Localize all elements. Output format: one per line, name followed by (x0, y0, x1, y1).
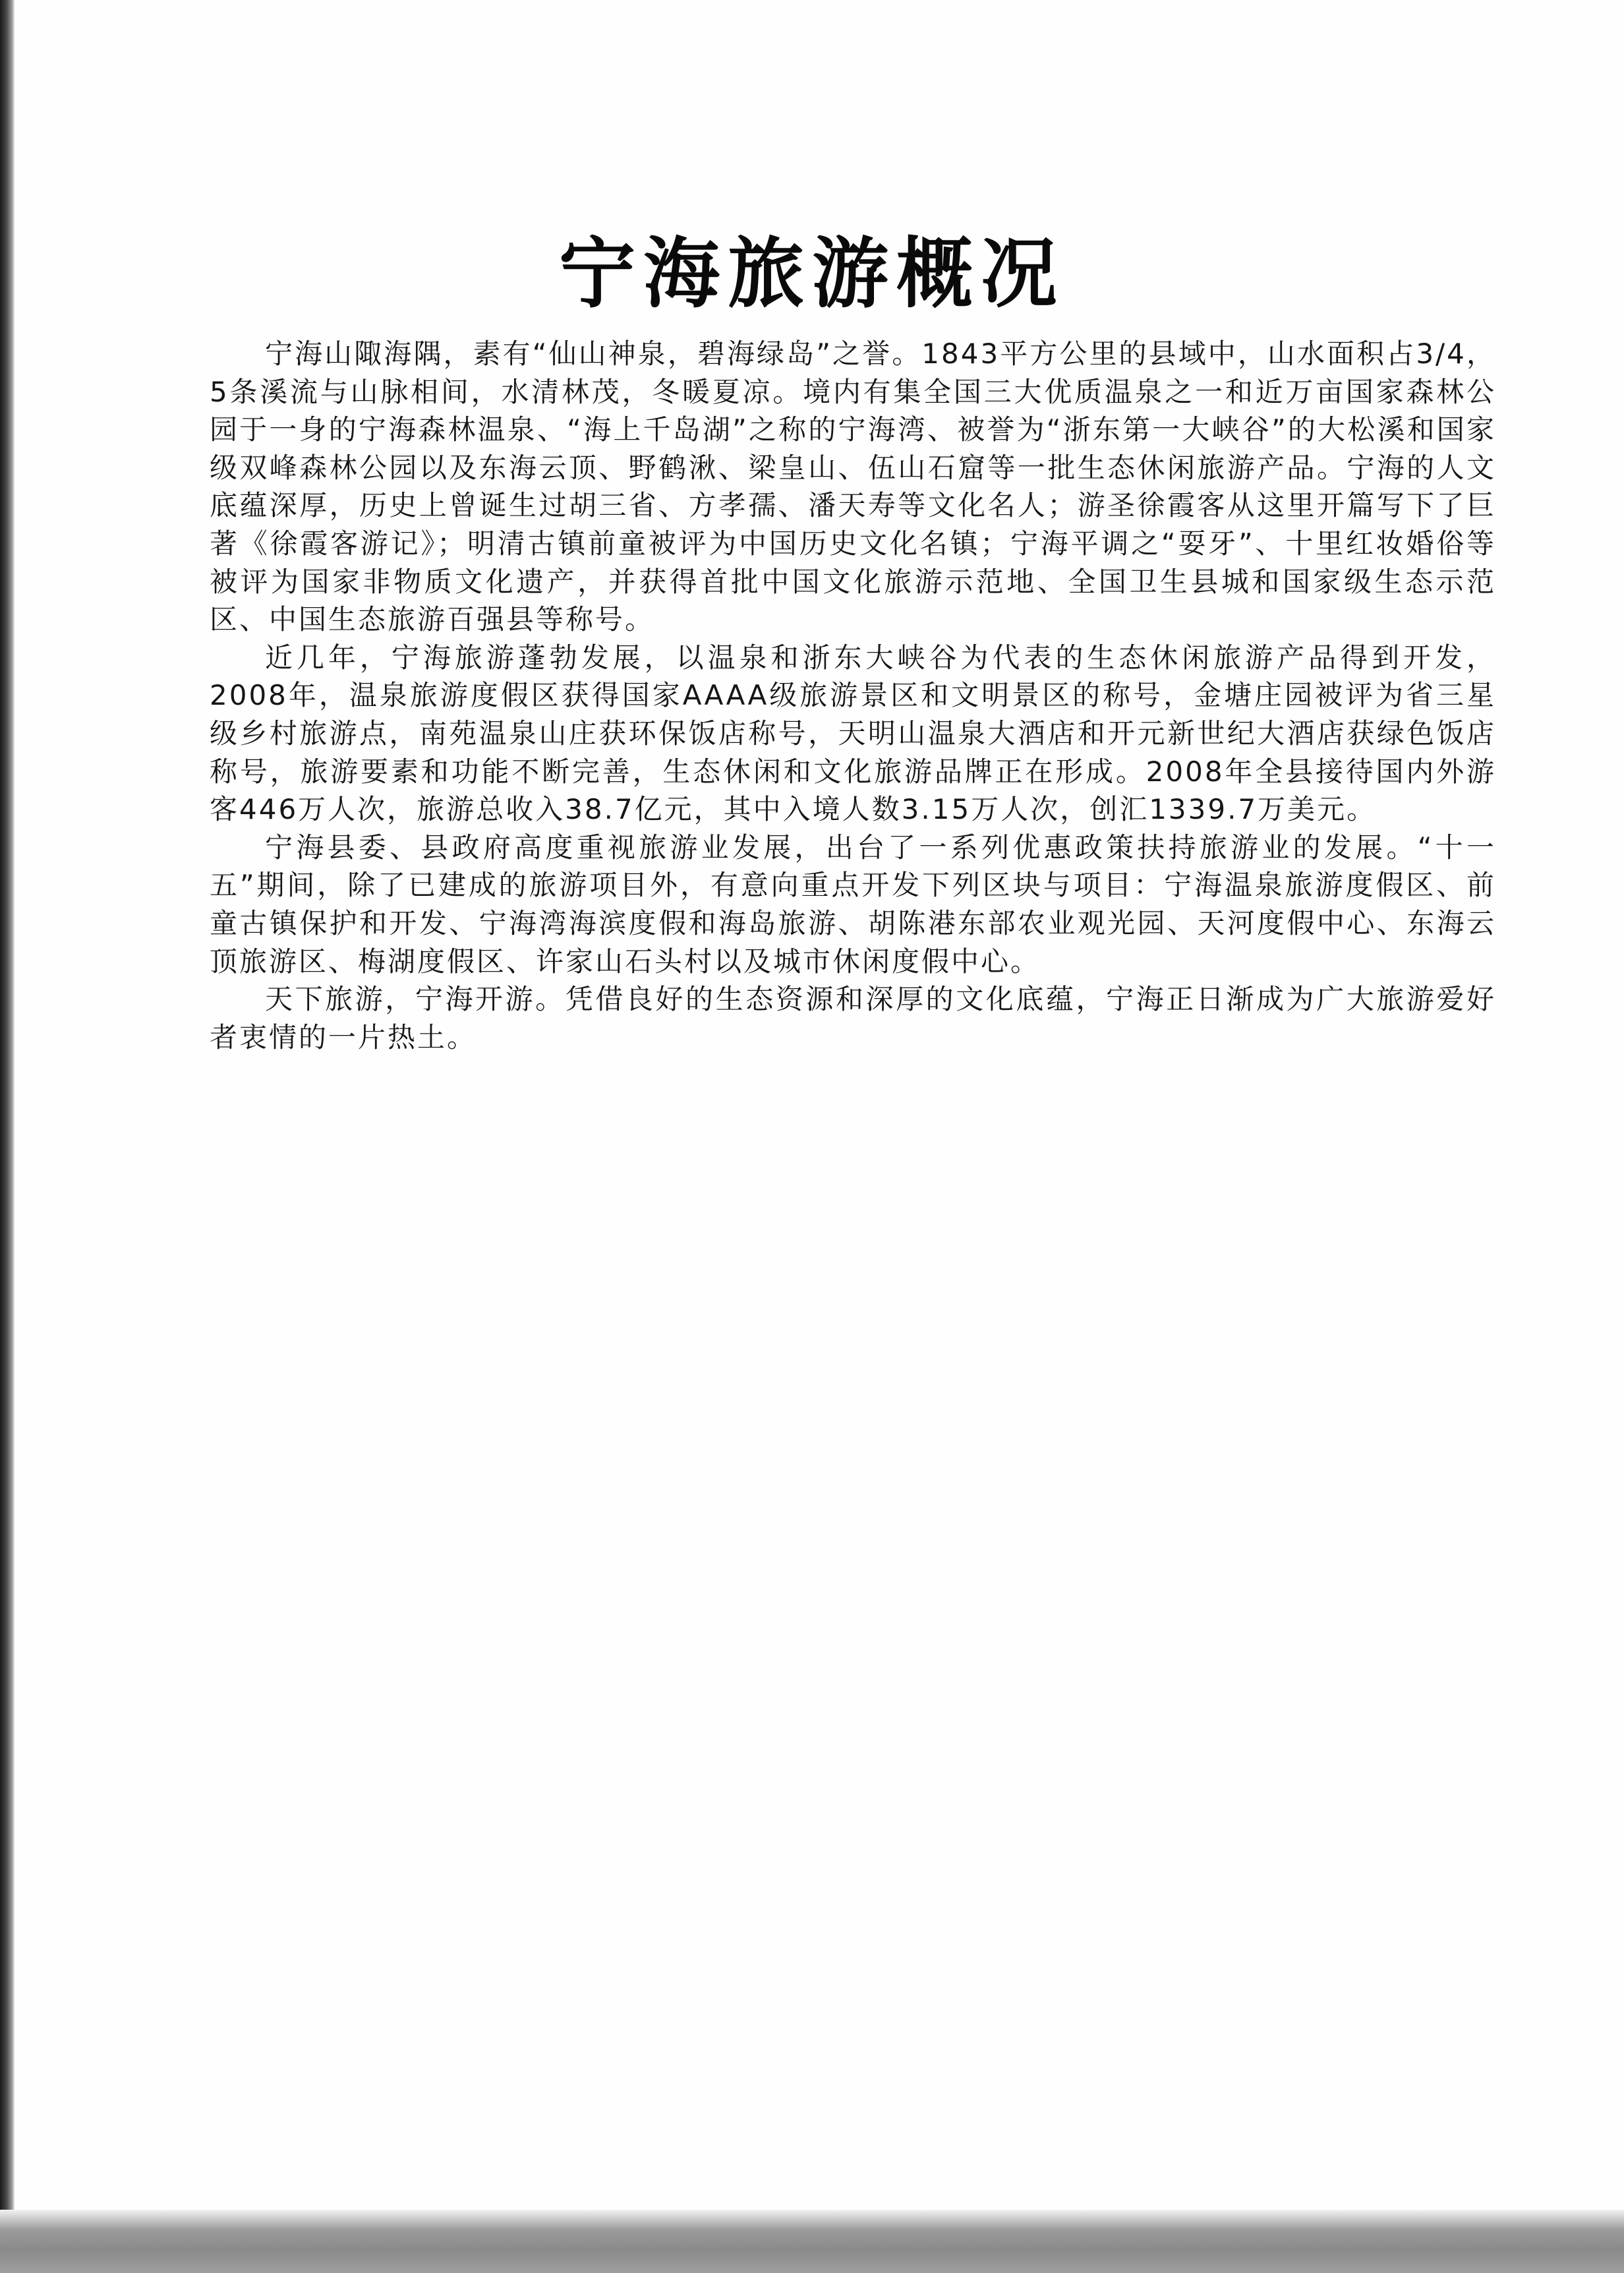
article-body (210, 335, 1496, 1056)
paragraph-policy: 宁海县委、县政府高度重视旅游业发展，出台了一系列优惠政策扶持旅游业的发展。“十一五”期间，除了已建成的旅游项目外，有意向重点开发下列区块与项目：宁海温泉旅游度假区、前童古镇保护和开发、宁海湾海滨度假和海岛旅游、胡陈港东部农业观光园、天河度假中心、东海云顶旅游区、梅湖度假区、许家山石头村以及城市休闲度假中心。 (210, 831, 1496, 978)
paragraph-conclusion: 天下旅游，宁海开游。凭借良好的生态资源和深厚的文化底蕴，宁海正日渐成为广大旅游爱好者衷情的一片热土。 (210, 983, 1496, 1053)
page-title: 宁海旅游概况 (559, 228, 1065, 318)
page-binding-edge (0, 0, 14, 2273)
scan-bottom-shadow (0, 2210, 1624, 2273)
paragraph-development: 近几年，宁海旅游蓬勃发展，以温泉和浙东大峡谷为代表的生态休闲旅游产品得到开发，2008年，温泉旅游度假区获得国家AAAA级旅游景区和文明景区的称号，金塘庄园被评为省三星级乡村旅游点，南苑温泉山庄获环保饭店称号，天明山温泉大酒店和开元新世纪大酒店获绿色饭店称号，旅游要素和功能不断完善，生态休闲和文化旅游品牌正在形成。2008年全县接待国内外游客446万人次，旅游总收入38.7亿元，其中入境人数3.15万人次，创汇1339.7万美元。 (210, 641, 1496, 826)
paragraph-overview: 宁海山陬海隅，素有“仙山神泉，碧海绿岛”之誉。1843平方公里的县域中，山水面积占3/4，5条溪流与山脉相间，水清林茂，冬暖夏凉。境内有集全国三大优质温泉之一和近万亩国家森林公园于一身的宁海森林温泉、“海上千岛湖”之称的宁海湾、被誉为“浙东第一大峡谷”的大松溪和国家级双峰森林公园以及东海云顶、野鹤湫、梁皇山、伍山石窟等一批生态休闲旅游产品。宁海的人文底蕴深厚，历史上曾诞生过胡三省、方孝孺、潘天寿等文化名人；游圣徐霞客从这里开篇写下了巨著《徐霞客游记》；明清古镇前童被评为中国历史文化名镇；宁海平调之“耍牙”、十里红妆婚俗等被评为国家非物质文化遗产，并获得首批中国文化旅游示范地、全国卫生县城和国家级生态示范区、中国生态旅游百强县等称号。 (210, 338, 1496, 636)
